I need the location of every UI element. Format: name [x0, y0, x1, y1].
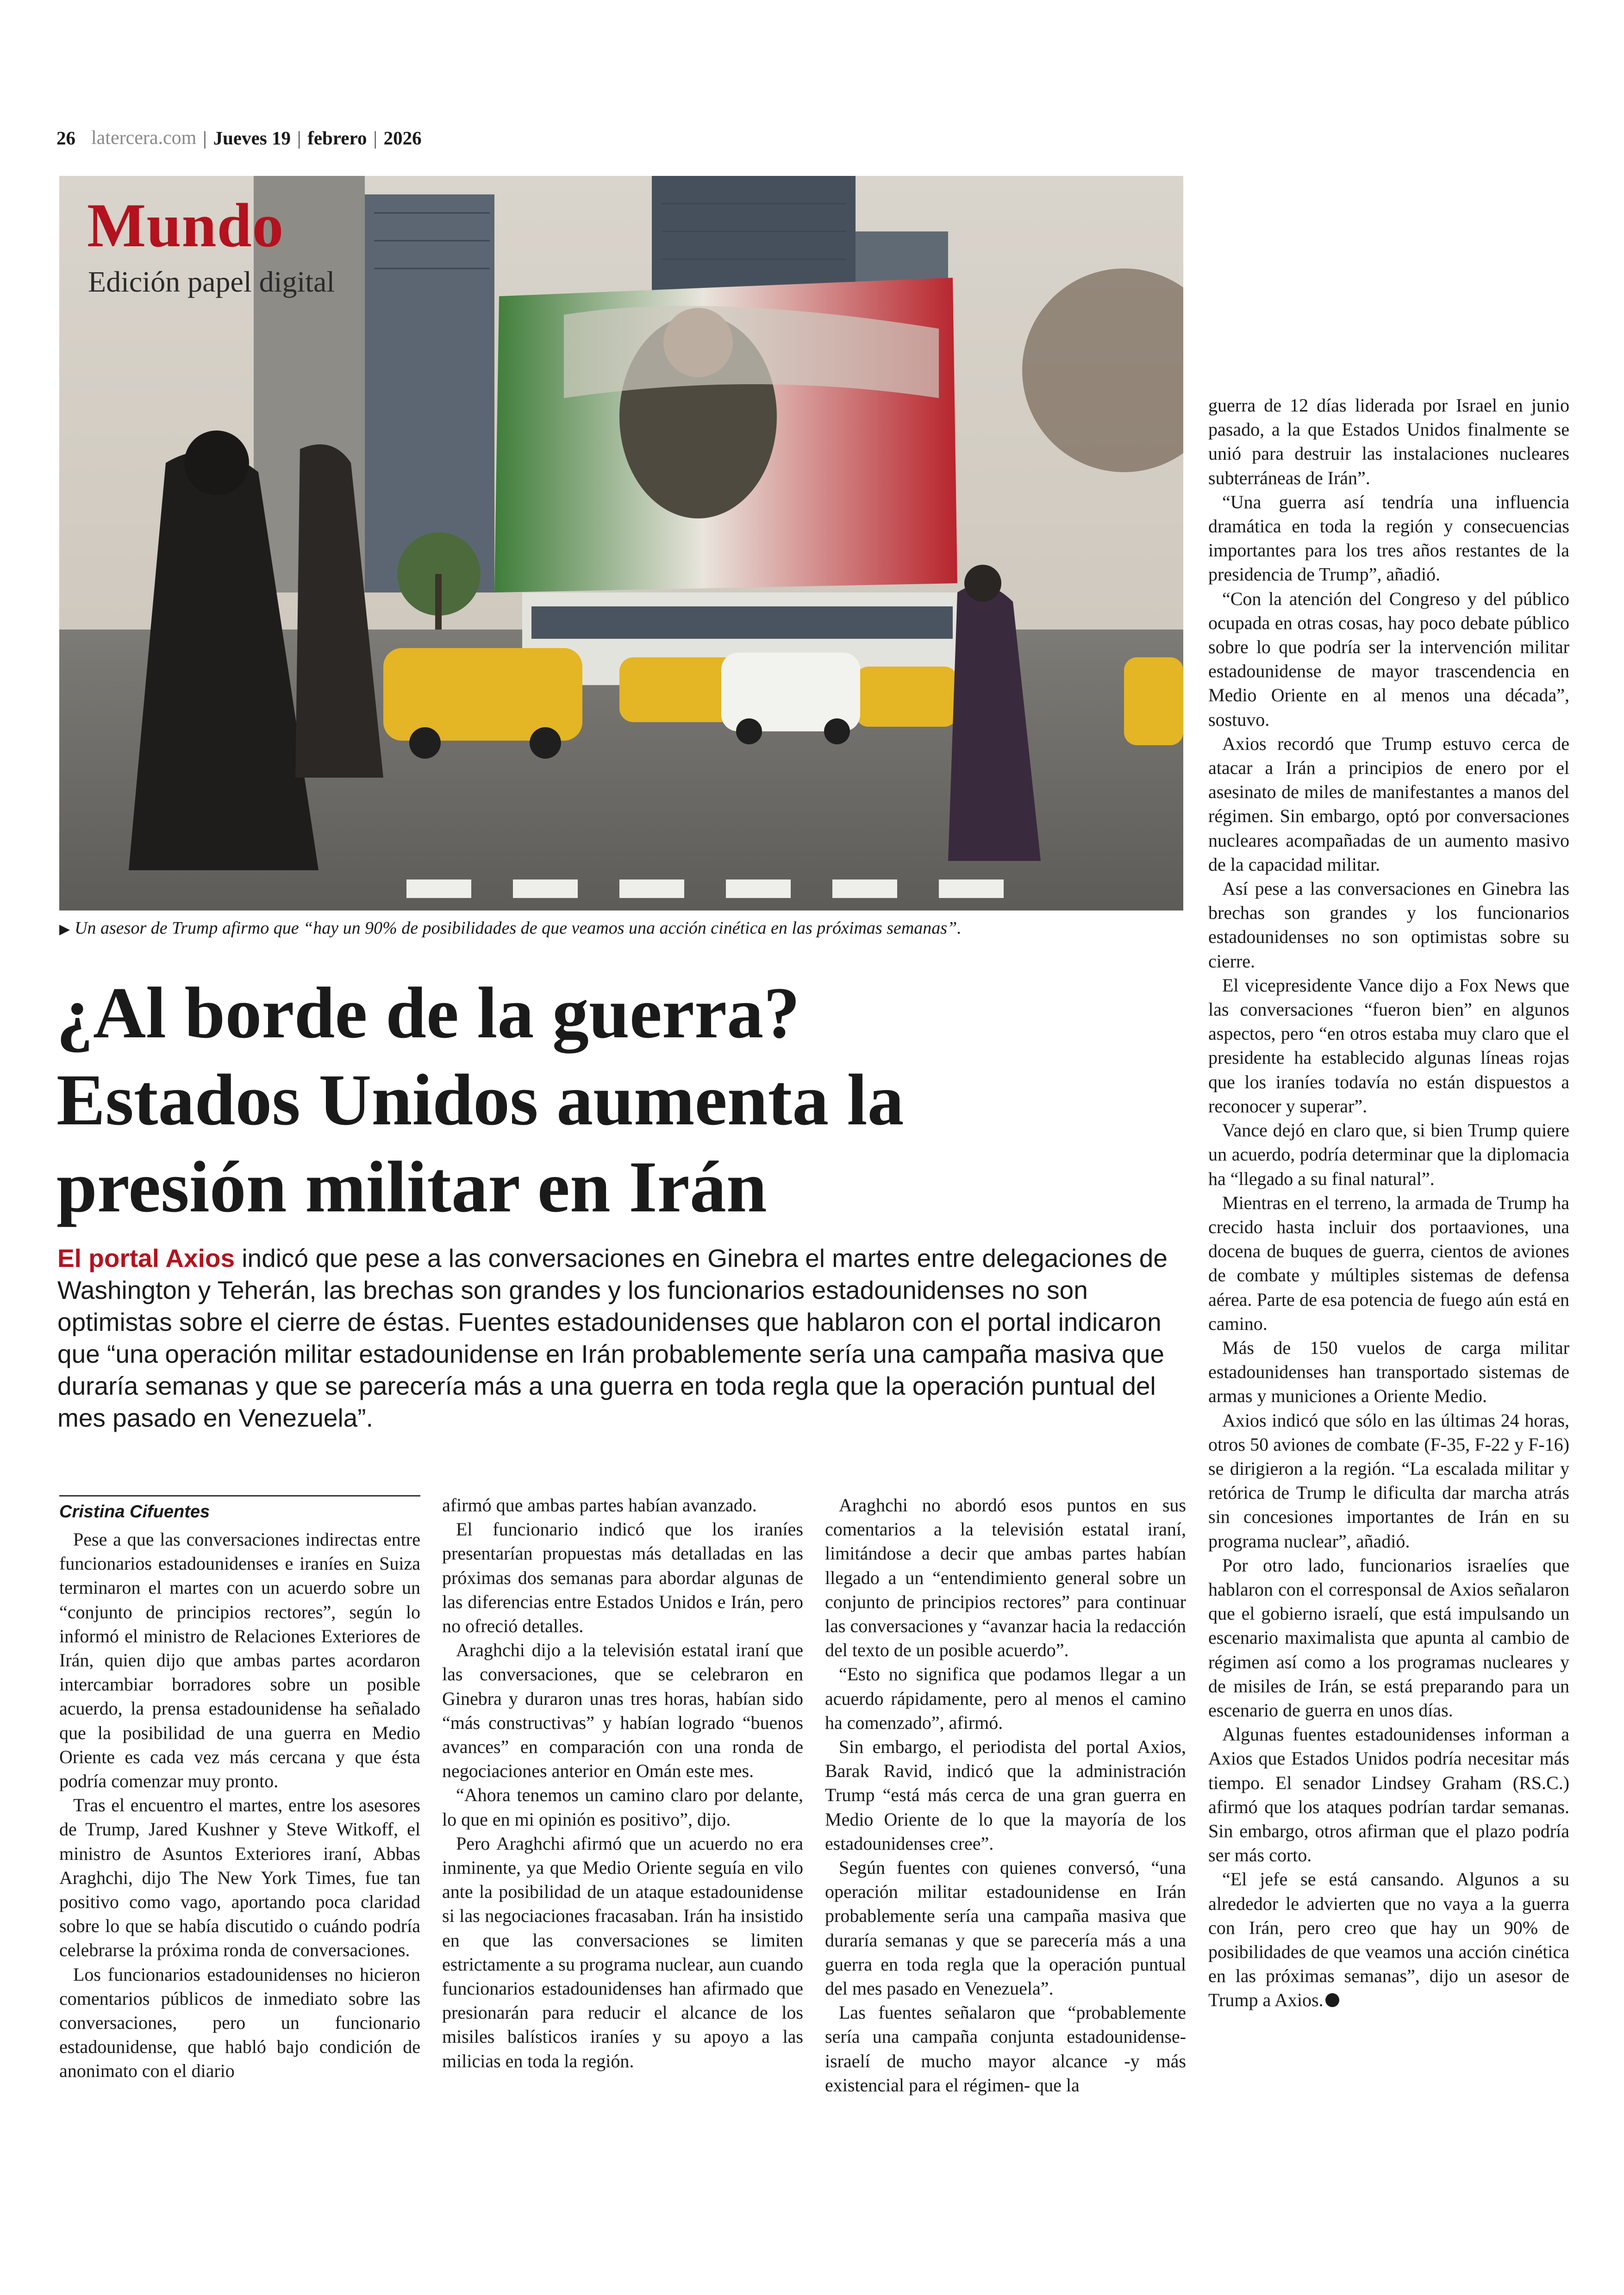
folio-line: [56, 124, 422, 152]
body-paragraph: “El jefe se está cansando. Algunos a su alrededor le advierten que no vaya a la guerra con Irán, pero creo que hay un 90% de posibilidades de que veamos una acción cinética en las próximas semanas”, dijo un asesor de Trump a Axios.: [1208, 1869, 1569, 2011]
body-paragraph: Algunas fuentes estadounidenses informan a Axios que Estados Unidos podría necesitar más tiempo. El senador Lindsey Graham (RS.C.) afirmó que los ataques podrían tardar semanas. Sin embargo, otros afirman que el plazo podría ser más corto.: [1208, 1724, 1569, 1866]
photo-caption: [59, 918, 1184, 938]
headline-line: Estados Unidos aumenta la: [56, 1060, 904, 1141]
body-paragraph: Araghchi no abordó esos puntos en sus comentarios a la televisión estatal iraní, limitándose a decir que ambas partes habían llegado a un “entendimiento general sobre un conjunto de principios rectores” para continuar las conversaciones y “avanzar hacia la redacción del texto de un posible acuerdo”.: [825, 1495, 1186, 1661]
lead-paragraph: [57, 1242, 1185, 1434]
body-paragraph: Sin embargo, el periodista del portal Axios, Barak Ravid, indicó que la administración Trump “está más cerca de una gran guerra en Medio Oriente de lo que la mayoría de los estadounidenses cree”.: [825, 1736, 1186, 1854]
headline: [56, 970, 1186, 1231]
byline: Cristina Cifuentes: [59, 1495, 420, 1522]
body-paragraph: El vicepresidente Vance dijo a Fox News que las conversaciones “fueron bien” en algunos aspectos, pero “en otros estaba muy claro que el presidente ha establecido algunas líneas rojas que los iraníes todavía no están dispuestos a reconocer y superar”.: [1208, 974, 1569, 1116]
folio-month: febrero: [307, 127, 367, 149]
folio-separator: |: [297, 127, 301, 149]
body-paragraph: Axios indicó que sólo en las últimas 24 horas, otros 50 aviones de combate (F-35, F-22 y F-16) se dirigieron a la región. “La escalada militar y retórica de Trump le dificulta dar marcha atrás sin concesiones importantes de Irán en su programa nuclear”, añadió.: [1208, 1409, 1569, 1552]
body-paragraph: afirmó que ambas partes habían avanzado.: [442, 1495, 757, 1515]
body-column-3: [825, 1493, 1186, 2097]
caption-arrow-icon: ▶: [59, 922, 70, 937]
body-paragraph: Vance dejó en claro que, si bien Trump quiere un acuerdo, podría determinar que la diplomacia ha “llegado a su final natural”.: [1208, 1120, 1569, 1189]
body-paragraph: “Una guerra así tendría una influencia dramática en toda la región y consecuencias importantes para los tres años restantes de la presidencia de Trump”, añadió.: [1208, 491, 1569, 585]
body-paragraph: Pero Araghchi afirmó que un acuerdo no era inminente, ya que Medio Oriente seguía en vilo ante la posibilidad de un ataque estadounidense si las negociaciones fracasaban. Irán ha insistido en que las conversaciones se limiten estrictamente a su programa nuclear, aun cuando funcionarios estadounidenses han afirmado que presionarán para reducir el alcance de los misiles balísticos iraníes y su apoyo a las milicias en toda la región.: [442, 1833, 803, 2071]
body-paragraph: Mientras en el terreno, la armada de Trump ha crecido hasta incluir dos portaaviones, una docena de buques de guerra, cientos de aviones de combate y múltiples sistemas de defensa aérea. Parte de esa potencia de fuego aún está en camino.: [1208, 1192, 1569, 1334]
body-column-4: [1208, 393, 1569, 2013]
headline-line: ¿Al borde de la guerra?: [56, 973, 800, 1054]
section-subtitle: Edición papel digital: [88, 265, 335, 298]
body-paragraph: Axios recordó que Trump estuvo cerca de atacar a Irán a principios de enero por el asesinato de miles de manifestantes a manos del régimen. Sin embargo, optó por conversaciones nucleares acompañadas de un aumento masivo de la capacidad militar.: [1208, 733, 1569, 875]
end-mark-icon: [1325, 1993, 1339, 2007]
folio-day: Jueves 19: [213, 127, 291, 149]
body-paragraph: Así pese a las conversaciones en Ginebra las brechas son grandes y los funcionarios estadounidenses no son optimistas sobre su cierre.: [1208, 878, 1569, 972]
folio-separator: |: [373, 127, 377, 149]
body-paragraph: Según fuentes con quienes conversó, “una operación militar estadounidense en Irán probablemente sería una campaña masiva que duraría semanas y que se parecería más a una guerra en toda regla que la operación puntual del mes pasado en Venezuela”.: [825, 1857, 1186, 1999]
body-paragraph: “Ahora tenemos un camino claro por delante, lo que en mi opinión es positivo”, dijo.: [442, 1784, 803, 1830]
body-paragraph: Los funcionarios estadounidenses no hicieron comentarios públicos de inmediato sobre las conversaciones, pero un funcionario estadounidense, que habló bajo condición de anonimato con el diario: [59, 1964, 420, 2082]
body-paragraph: Araghchi dijo a la televisión estatal iraní que las conversaciones, que se celebraron en Ginebra y duraron unas tres horas, habían sido “más constructivas” y habían logrado “buenos avances” en comparación con una ronda de negociaciones anterior en Omán este mes.: [442, 1640, 803, 1782]
folio-year: 2026: [383, 127, 422, 149]
body-paragraph: “Con la atención del Congreso y del público ocupada en otras cosas, hay poco debate público sobre lo que podría ser la intervención militar estadounidense de mayor trascendencia en Medio Oriente en al menos una década”, sostuvo.: [1208, 588, 1569, 730]
section-title: Mundo: [87, 191, 284, 260]
headline-line: presión militar en Irán: [56, 1147, 767, 1228]
body-paragraph: “Esto no significa que podamos llegar a un acuerdo rápidamente, pero al menos el camino ha comenzado”, afirmó.: [825, 1664, 1186, 1733]
body-paragraph: Tras el encuentro el martes, entre los asesores de Trump, Jared Kushner y Steve Witkoff, el ministro de Asuntos Exteriores iraní, Abbas Araghchi, dijo The New York Times, fue tan positivo como vago, aportando poca claridad sobre lo que se había discutido o cuándo podría celebrarse la próxima ronda de conversaciones.: [59, 1795, 420, 1961]
page-number: 26: [56, 127, 75, 149]
body-paragraph: guerra de 12 días liderada por Israel en junio pasado, a la que Estados Unidos finalmente se unió para destruir las instalaciones nucleares subterráneas de Irán”.: [1208, 395, 1569, 488]
body-paragraph: Pese a que las conversaciones indirectas entre funcionarios estadounidenses e iraníes en Suiza terminaron el martes con un acuerdo sobre un “conjunto de principios rectores”, según lo informó el ministro de Relaciones Exteriores de Irán, quien dijo que ambas partes acordaron intercambiar borradores sobre un posible acuerdo, la prensa estadounidense ha señalado que la posibilidad de una guerra en Medio Oriente es cada vez más cercana y que ésta podría comenzar muy pronto.: [59, 1529, 420, 1792]
body-column-1: [59, 1528, 420, 2083]
body-paragraph: Más de 150 vuelos de carga militar estadounidenses han transportado sistemas de armas y municiones a Oriente Medio.: [1208, 1337, 1569, 1407]
folio-separator: |: [203, 127, 207, 149]
site-name: latercera.com: [91, 127, 197, 149]
body-paragraph: El funcionario indicó que los iraníes presentarían propuestas más detalladas en las próximas dos semanas para abordar algunas de las diferencias entre Estados Unidos e Irán, pero no ofreció detalles.: [442, 1519, 803, 1637]
body-column-2: [442, 1493, 803, 2073]
body-paragraph: Por otro lado, funcionarios israelíes que hablaron con el corresponsal de Axios señalaron que el gobierno israelí, que está impulsando un escenario maximalista que apunta al cambio de régimen así como a los programas nucleares y de misiles de Irán, se está preparando para un escenario de guerra en unos días.: [1208, 1554, 1569, 1721]
lead-text: indicó que pese a las conversaciones en Ginebra el martes entre delegaciones de Washington y Teherán, las brechas son grandes y los funcionarios estadounidenses no son optimistas sobre el cierre de éstas. Fuentes estadounidenses que hablaron con el portal indicaron que “una operación militar estadounidense en Irán probablemente sería una campaña masiva que duraría semanas y que se parecería más a una guerra en toda regla que la operación puntual del mes pasado en Venezuela”.: [57, 1244, 1168, 1432]
lead-source: El portal Axios: [57, 1244, 235, 1272]
body-paragraph: Las fuentes señalaron que “probablemente sería una campaña conjunta estadounidense-israelí de mucho mayor alcance -y más existencial para el régimen- que la: [825, 2002, 1186, 2095]
caption-text: Un asesor de Trump afirmo que “hay un 90% de posibilidades de que veamos una acción cinética en las próximas semanas”.: [75, 918, 962, 938]
